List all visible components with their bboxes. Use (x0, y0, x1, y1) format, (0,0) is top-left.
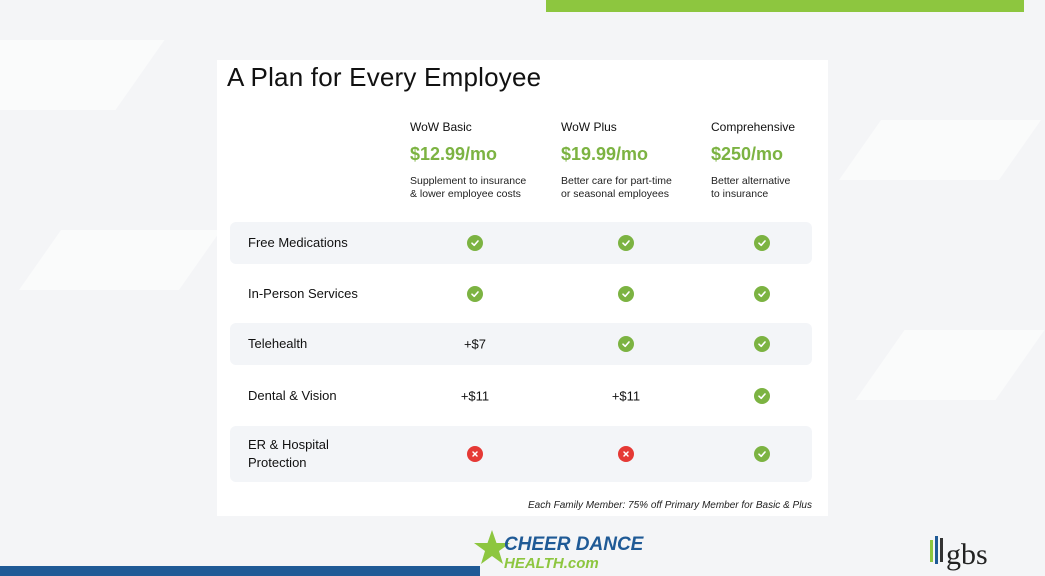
background-stripe (839, 120, 1041, 180)
feature-cell (467, 235, 483, 251)
gbs-logo (928, 530, 1012, 574)
check-icon (618, 286, 634, 302)
plan-price: $250/mo (711, 144, 784, 164)
feature-cell (618, 286, 634, 302)
plan-comparison-card (217, 60, 828, 516)
check-icon (754, 235, 770, 251)
feature-label: ER & Hospital Protection (248, 437, 329, 470)
feature-row-in-person-services (230, 273, 812, 315)
check-icon (618, 235, 634, 251)
feature-cell (754, 286, 770, 302)
plan-header-comprehensive (711, 120, 851, 201)
feature-cell (754, 446, 770, 462)
plan-description: Supplement to insurance & lower employee costs (410, 175, 527, 200)
feature-row-free-medications (230, 222, 812, 264)
background-stripe (855, 330, 1044, 400)
feature-label: Free Medications (248, 235, 348, 250)
x-icon (618, 446, 634, 462)
plan-description: Better care for part-time or seasonal employees (561, 175, 672, 200)
feature-cell (461, 389, 489, 404)
logo-text-line2: HEALTH.com (504, 555, 599, 572)
check-icon (618, 336, 634, 352)
plan-header-plus (561, 120, 701, 201)
feature-cell (618, 446, 634, 462)
plan-name: WoW Plus (561, 120, 617, 134)
addon-price: +$7 (463, 336, 487, 352)
feature-cell (467, 286, 483, 302)
background-stripe (0, 40, 165, 110)
feature-cell (467, 446, 483, 462)
feature-cell (464, 337, 486, 352)
gbs-logo-text: gbs (946, 538, 988, 571)
feature-cell (754, 336, 770, 352)
bottom-accent-bar (0, 566, 480, 576)
feature-cell (618, 235, 634, 251)
check-icon (754, 388, 770, 404)
plan-price: $12.99/mo (410, 144, 498, 164)
feature-label: Telehealth (248, 336, 308, 351)
footnote: Each Family Member: 75% off Primary Member for Basic & Plus (528, 500, 812, 511)
background-stripe (19, 230, 221, 290)
check-icon (754, 446, 770, 462)
page-title: A Plan for Every Employee (227, 62, 542, 92)
check-icon (754, 286, 770, 302)
check-icon (467, 286, 483, 302)
check-icon (467, 235, 483, 251)
feature-cell (754, 235, 770, 251)
feature-label: In-Person Services (248, 286, 358, 301)
logo-text-line1: CHEER DANCE (504, 534, 644, 555)
feature-label: Dental & Vision (248, 388, 337, 403)
addon-price: +$11 (611, 388, 641, 404)
x-icon (467, 446, 483, 462)
addon-price: +$11 (460, 388, 490, 404)
feature-cell (754, 388, 770, 404)
feature-row-dental-vision (230, 375, 812, 417)
top-accent-bar (546, 0, 1024, 12)
feature-row-telehealth (230, 323, 812, 365)
plan-name: Comprehensive (711, 120, 796, 134)
feature-cell (618, 336, 634, 352)
feature-row-er-hospital (230, 426, 812, 482)
cheer-dance-health-logo (476, 528, 644, 574)
plan-name: WoW Basic (410, 120, 472, 134)
feature-cell (612, 389, 640, 404)
plan-price: $19.99/mo (561, 144, 649, 164)
plan-header-basic (410, 120, 550, 201)
plan-description: Better alternative to insurance (711, 175, 791, 200)
check-icon (754, 336, 770, 352)
